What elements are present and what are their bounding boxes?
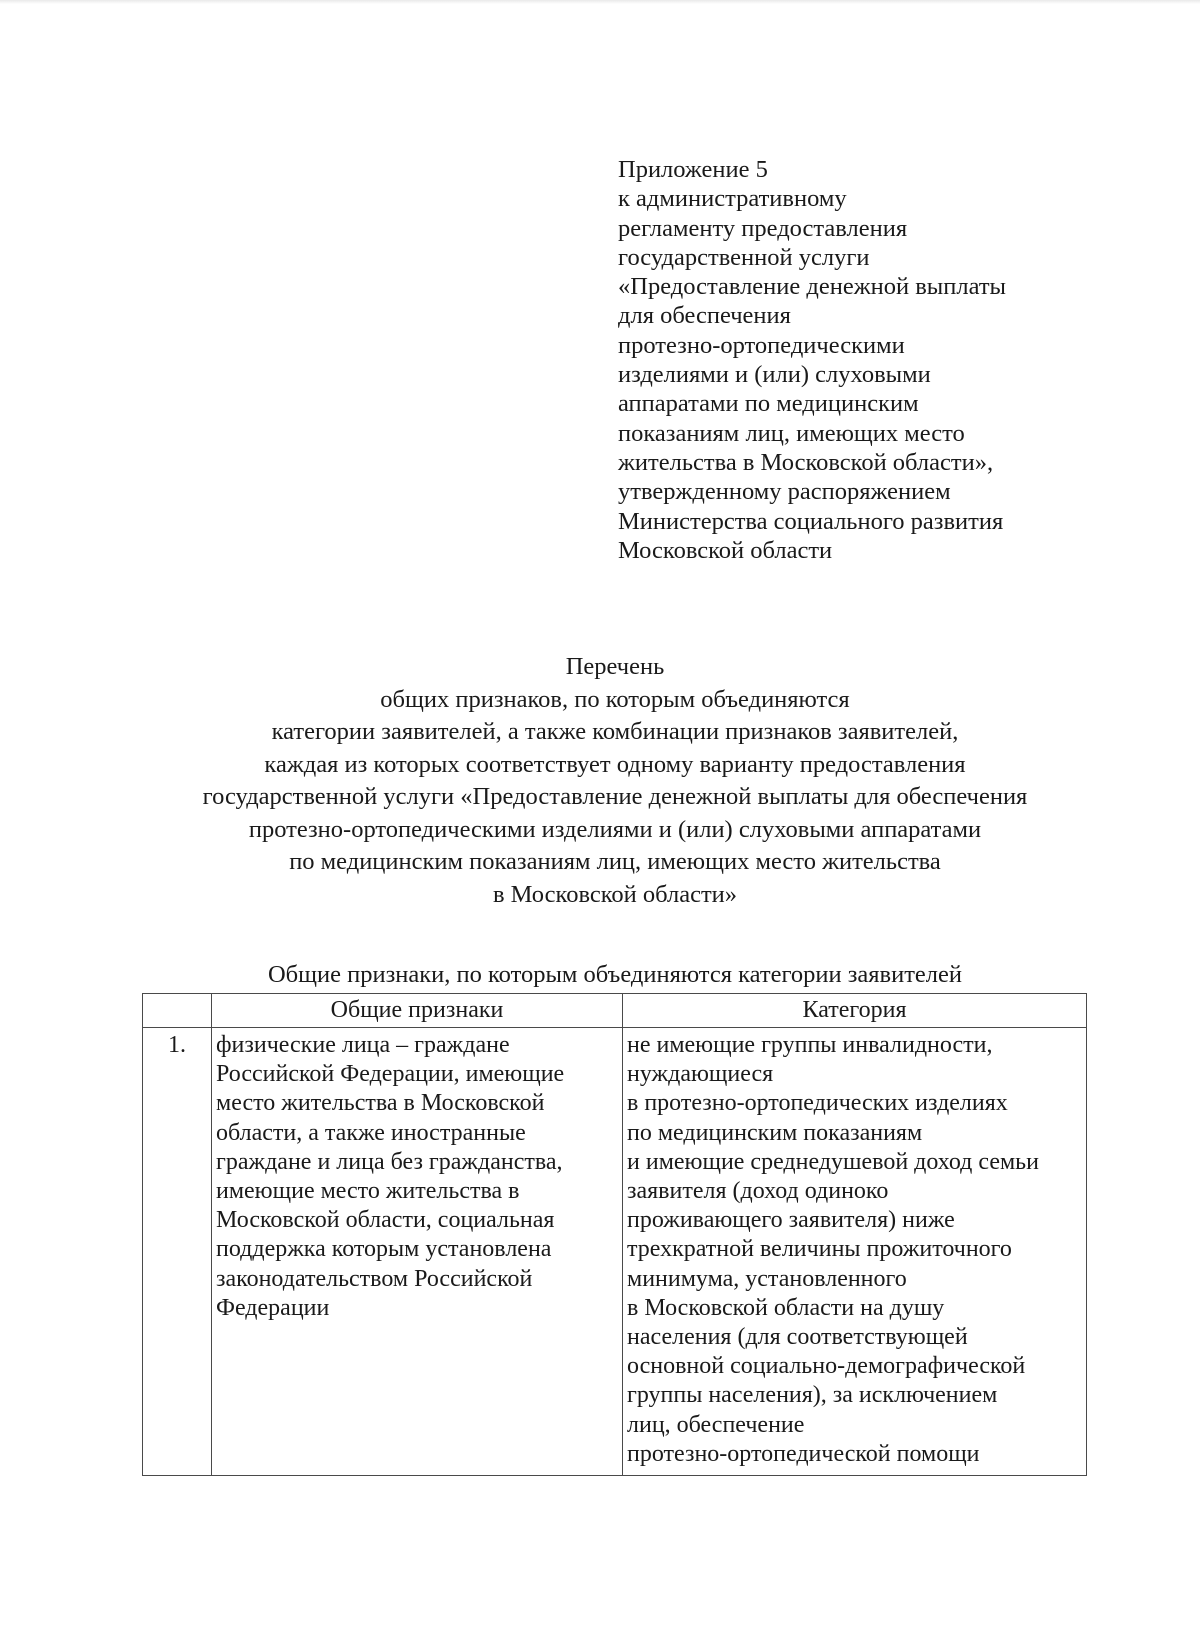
title-line: каждая из которых соответствует одному варианту предоставления bbox=[264, 750, 966, 778]
header-features: Общие признаки bbox=[212, 994, 623, 1028]
features-table bbox=[142, 993, 1087, 1476]
category-line: трехкратной величины прожиточного bbox=[627, 1236, 1012, 1263]
features-line: Федерации bbox=[216, 1294, 330, 1321]
features-line: Московской области, социальная bbox=[216, 1207, 555, 1234]
header-number bbox=[143, 994, 212, 1028]
category-line: по медицинским показаниям bbox=[627, 1119, 923, 1146]
category-line: населения (для соответствующей bbox=[627, 1324, 968, 1351]
appendix-line: к административному bbox=[618, 185, 847, 213]
category-line: заявителя (доход одиноко bbox=[627, 1178, 889, 1205]
appendix-line: Московской области bbox=[618, 536, 833, 564]
features-line: имеющие место жительства в bbox=[216, 1178, 520, 1205]
category-cell bbox=[623, 1028, 1087, 1476]
features-line: место жительства в Московской bbox=[216, 1090, 545, 1117]
appendix-line: утвержденному распоряжением bbox=[618, 478, 951, 506]
title-line: категории заявителей, а также комбинации признаков заявителей, bbox=[271, 718, 959, 745]
table-header-row bbox=[143, 994, 1087, 1028]
category-line: в протезно-ортопедических изделиях bbox=[627, 1090, 1008, 1117]
title-line: государственной услуги «Предоставление денежной выплаты для обеспечения bbox=[202, 783, 1028, 810]
category-line: проживающего заявителя) ниже bbox=[627, 1207, 955, 1234]
title-line: Перечень bbox=[565, 653, 665, 680]
table-caption: Общие признаки, по которым объединяются категории заявителей bbox=[267, 961, 963, 988]
features-line: законодательством Российской bbox=[216, 1265, 533, 1292]
category-line: основной социально-демографической bbox=[627, 1353, 1026, 1380]
category-line: не имеющие группы инвалидности, bbox=[627, 1032, 993, 1058]
category-line: и имеющие среднедушевой доход семьи bbox=[627, 1148, 1039, 1175]
features-line: поддержка которым установлена bbox=[216, 1236, 552, 1263]
appendix-line: Приложение 5 bbox=[618, 156, 768, 183]
scan-edge bbox=[0, 0, 1200, 4]
appendix-line: государственной услуги bbox=[618, 243, 870, 271]
features-line: Российской Федерации, имеющие bbox=[216, 1061, 565, 1088]
title-line: протезно-ортопедическими изделиями и (или) слуховыми аппаратами bbox=[248, 815, 982, 843]
features-line: области, а также иностранные bbox=[216, 1119, 526, 1146]
category-line: в Московской области на душу bbox=[627, 1294, 945, 1321]
category-line: протезно-ортопедической помощи bbox=[627, 1440, 980, 1467]
appendix-line: Министерства социального развития bbox=[618, 507, 1004, 535]
category-line: нуждающиеся bbox=[627, 1061, 774, 1088]
category-line: группы населения), за исключением bbox=[627, 1382, 998, 1409]
title-line: в Московской области» bbox=[492, 880, 738, 908]
table-row bbox=[143, 1028, 1087, 1476]
appendix-line: изделиями и (или) слуховыми bbox=[618, 361, 931, 389]
appendix-line: показаниям лиц, имеющих место bbox=[618, 419, 965, 447]
title-line: по медицинским показаниям лиц, имеющих место жительства bbox=[289, 848, 941, 875]
document-title bbox=[100, 651, 1130, 911]
appendix-line: для обеспечения bbox=[618, 302, 791, 330]
header-category: Категория bbox=[623, 994, 1087, 1028]
row-number: 1. bbox=[143, 1028, 212, 1476]
appendix-line: «Предоставление денежной выплаты bbox=[618, 273, 1007, 301]
appendix-line: протезно-ортопедическими bbox=[618, 331, 905, 359]
appendix-block bbox=[618, 155, 1078, 565]
features-line: физические лица – граждане bbox=[216, 1032, 510, 1058]
appendix-line: аппаратами по медицинским bbox=[618, 390, 919, 418]
title-line: общих признаков, по которым объединяются bbox=[380, 685, 850, 713]
appendix-line: жительства в Московской области», bbox=[618, 448, 994, 476]
features-cell bbox=[212, 1028, 623, 1476]
appendix-line: регламенту предоставления bbox=[618, 214, 908, 242]
category-line: минимума, установленного bbox=[627, 1265, 907, 1292]
features-line: граждане и лица без гражданства, bbox=[216, 1148, 563, 1175]
category-line: лиц, обеспечение bbox=[627, 1411, 805, 1438]
